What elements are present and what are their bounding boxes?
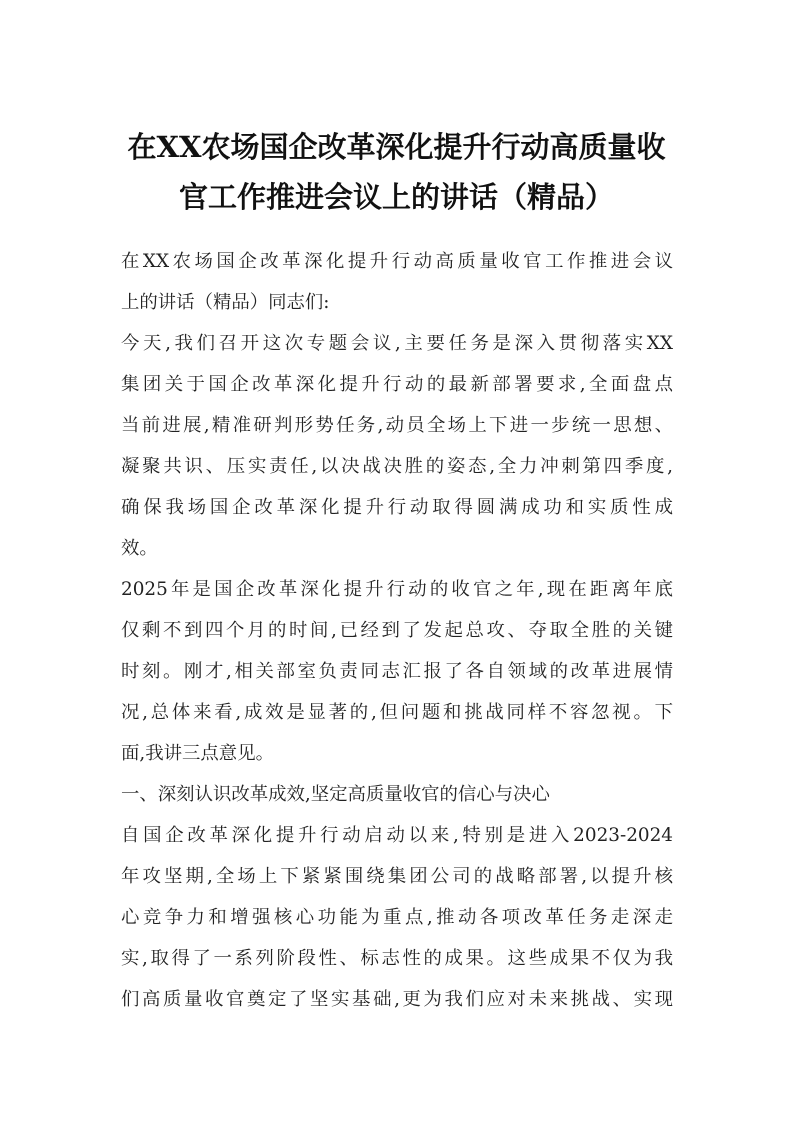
text-line: 自国企改革深化提升行动启动以来,特别是进入2023-2024 xyxy=(121,825,673,846)
title-line: 在XX农场国企改革深化提升行动高质量收 xyxy=(127,130,666,164)
paragraph-context xyxy=(121,569,673,774)
document-title xyxy=(110,122,683,222)
text-line: 效。 xyxy=(121,538,158,559)
text-line: 心竞争力和增强核心功能为重点,推动各项改革任务走深走 xyxy=(121,907,673,928)
text-line: 况,总体来看,成效是显著的,但问题和挑战同样不容忽视。下 xyxy=(121,702,673,723)
paragraph-achievements xyxy=(121,815,673,1020)
text-line: 一、深刻认识改革成效,坚定高质量收官的信心与决心 xyxy=(121,784,550,805)
text-line: 集团关于国企改革深化提升行动的最新部署要求,全面盘点 xyxy=(121,374,673,395)
text-line: 面,我讲三点意见。 xyxy=(121,743,274,764)
text-line: 实,取得了一系列阶段性、标志性的成果。这些成果不仅为我 xyxy=(121,948,673,969)
text-line: 年攻坚期,全场上下紧紧围绕集团公司的战略部署,以提升核 xyxy=(121,866,673,887)
section-heading-1 xyxy=(121,774,673,815)
text-line: 上的讲话（精品）同志们: xyxy=(121,292,330,313)
text-line: 仅剩不到四个月的时间,已经到了发起总攻、夺取全胜的关键 xyxy=(121,620,673,641)
text-line: 当前进展,精准研判形势任务,动员全场上下进一步统一思想、 xyxy=(121,415,673,436)
document-body xyxy=(121,241,673,1020)
title-line: 官工作推进会议上的讲话（精品） xyxy=(178,180,614,214)
text-line: 在XX农场国企改革深化提升行动高质量收官工作推进会议 xyxy=(121,251,673,272)
text-line: 时刻。刚才,相关部室负责同志汇报了各自领域的改革进展情 xyxy=(121,661,673,682)
text-line: 们高质量收官奠定了坚实基础,更为我们应对未来挑战、实现 xyxy=(121,989,673,1010)
text-line: 凝聚共识、压实责任,以决战决胜的姿态,全力冲刺第四季度, xyxy=(121,456,673,477)
paragraph-intro xyxy=(121,323,673,569)
text-line: 今天,我们召开这次专题会议,主要任务是深入贯彻落实XX xyxy=(121,333,673,354)
paragraph-salutation xyxy=(121,241,673,323)
text-line: 2025年是国企改革深化提升行动的收官之年,现在距离年底 xyxy=(121,579,673,600)
text-line: 确保我场国企改革深化提升行动取得圆满成功和实质性成 xyxy=(121,497,673,518)
